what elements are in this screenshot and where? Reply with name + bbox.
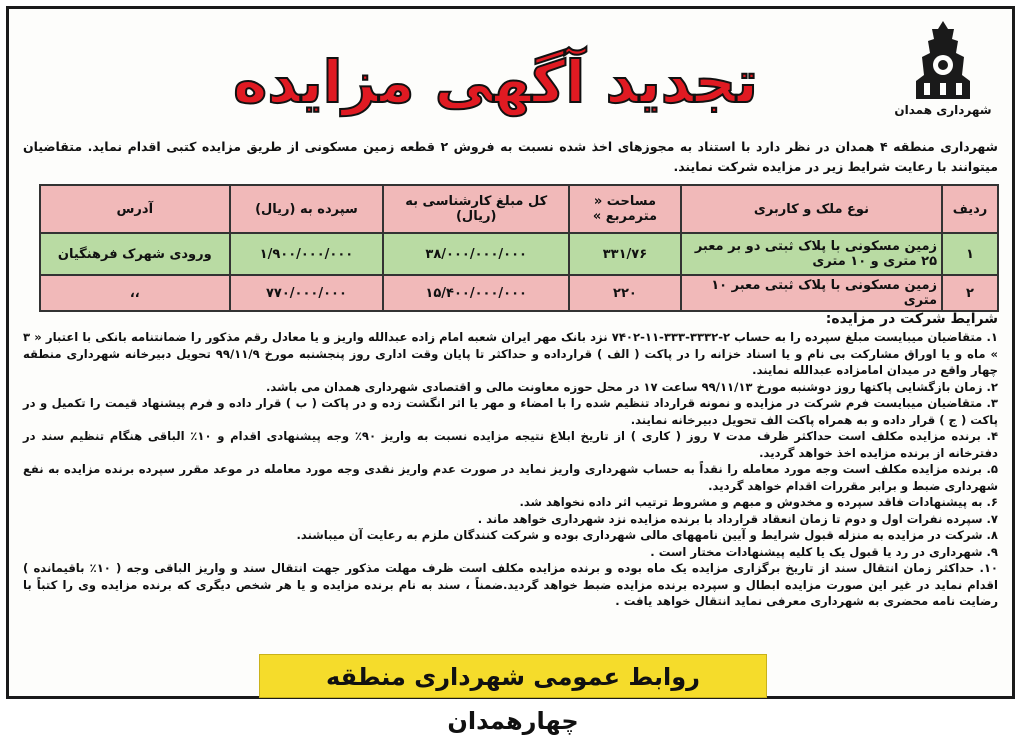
header-radif: ردیف: [942, 185, 998, 233]
header-type: نوع ملک و کاربری: [681, 185, 942, 233]
condition-item: ۲. زمان بازگشایی پاکتها روز دوشنبه مورخ ۹۹/۱۱/۱۳ ساعت ۱۷ در محل حوزه معاونت مالی و اقتصادی شهرداری همدان می باشد.: [265, 379, 998, 394]
tower-emblem-icon: [912, 19, 974, 101]
header-address: آدرس: [40, 185, 230, 233]
header-price: کل مبلغ کارشناسی به (ریال): [383, 185, 569, 233]
table-header-row: [40, 185, 998, 233]
notice-header: [9, 9, 1012, 137]
cell-type: زمین مسکونی با پلاک ثبتی معبر ۱۰ متری: [681, 275, 942, 311]
cell-type: زمین مسکونی با پلاک ثبتی دو بر معبر ۲۵ متری و ۱۰ متری: [681, 233, 942, 275]
condition-item: ۹. شهرداری در رد یا قبول یک یا کلیه پیشنهادات مختار است .: [650, 544, 998, 559]
notice-page: [6, 6, 1015, 735]
cell-area: ۳۳۱/۷۶: [569, 233, 681, 275]
cell-deposit: ۷۷۰/۰۰۰/۰۰۰: [230, 275, 384, 311]
condition-item: ۴. برنده مزایده مکلف است حداکثر ظرف مدت ۷ روز ( کاری ) از تاریخ ابلاغ نتیجه مزایده نسبت به واریز ۹۰٪ وجه پیشنهادی اقدام و ۱۰٪ الباقی هنگام تنظیم سند در دفترخانه از برنده مزایده اخذ خواهد گردید.: [23, 429, 999, 460]
cell-area: ۲۲۰: [569, 275, 681, 311]
conditions-list: [23, 329, 998, 610]
condition-item: ۱. متقاضیان میبایست مبلغ سپرده را به حساب ۲-۳۳۳۲-۳۳۳-۱۱-۷۴۰۲ نزد بانک مهر ایران شعبه امام زاده عبدالله واریز و یا معادل رقم مذکور را ضمانتنامه بانکی با اعتبار « ۳ » ماه و یا اوراق مشارکت بی نام و یا اسناد خزانه را در پاکت ( الف ) قرارداده و حداکثر تا پایان وقت اداری روز پنجشنبه مورخ ۹۹/۱۱/۹ تحویل دبیرخانه شهرداری منطقه چهار واقع در میدان امامزاده عبدالله نمایند.: [23, 330, 998, 377]
municipality-name: شهرداری همدان: [894, 103, 992, 117]
condition-item: ۱۰. حداکثر زمان انتقال سند از تاریخ برگزاری مزایده یک ماه بوده و برنده مزایده مکلف است ظرف مهلت مذکور جهت انتقال سند و واریز الباقی وجه ( ۱۰٪ باقیمانده ) اقدام نماید در غیر این صورت مزایده ابطال و سپرده برنده مزایده ضبط خواهد گردید.ضمناً ، سند به نام برنده مزایده و یا هر شخص دیگری که برنده مزایده وی را کتباً با رضایت نامه محضری به شهرداری معرفی نماید انتقال خواهد یافت .: [23, 561, 998, 608]
condition-item: ۶. به پیشنهادات فاقد سپرده و مخدوش و مبهم و مشروط ترتیب اثر داده نخواهد شد.: [519, 495, 998, 509]
condition-item: ۳. متقاضیان میبایست فرم شرکت در مزایده و نمونه قرارداد تنظیم شده را با امضاء و مهر یا اثر انگشت زده و در پاکت ( ب ) قرار داده و فرم پیشنهاد قیمت را تکمیل و در پاکت ( ج ) قرار داده و به همراه پاکت الف تحویل دبیرخانه نمایند.: [23, 396, 998, 427]
property-table: [39, 184, 999, 312]
table-row: [40, 233, 998, 275]
header-area: مساحت « مترمربع »: [569, 185, 681, 233]
cell-price: ۳۸/۰۰۰/۰۰۰/۰۰۰: [383, 233, 569, 275]
conditions-title: شرایط شرکت در مزایده:: [825, 311, 998, 327]
table-row: [40, 275, 998, 311]
cell-address: ،،: [40, 275, 230, 311]
notice-title: تجدید آگهی مزایده: [233, 48, 758, 116]
cell-deposit: ۱/۹۰۰/۰۰۰/۰۰۰: [230, 233, 384, 275]
condition-item: ۷. سپرده نفرات اول و دوم تا زمان انعقاد قرارداد با برنده مزایده نزد شهرداری خواهد ماند .: [477, 511, 998, 526]
condition-item: ۵. برنده مزایده مکلف است وجه مورد معامله را نقداً به حساب شهرداری واریز نماید در صورت عدم واریز نقدی وجه مورد معامله در موعد مقرر سپرده برنده مزایده به نفع شهرداری ضبط و برابر مقررات اقدام خواهد گردید.: [23, 462, 998, 493]
footer-banner: روابط عمومی شهرداری منطقه چهارهمدان: [259, 654, 767, 698]
municipality-logo: [888, 19, 998, 131]
cell-radif: ۲: [942, 275, 998, 311]
cell-address: ورودی شهرک فرهنگیان: [40, 233, 230, 275]
intro-paragraph: شهرداری منطقه ۴ همدان در نظر دارد با استناد به مجوزهای اخذ شده نسبت به فروش ۲ قطعه زمین مسکونی از طریق مزایده کتبی اقدام نماید. متقاضیان میتوانند با رعایت شرایط زیر در مزایده شرکت نمایند.: [23, 139, 998, 174]
condition-item: ۸. شرکت در مزایده به منزله قبول شرایط و آیین نامههای مالی شهرداری بوده و شرکت کنندگان ملزم به رعایت آن میباشند.: [296, 528, 998, 542]
cell-radif: ۱: [942, 233, 998, 275]
cell-price: ۱۵/۴۰۰/۰۰۰/۰۰۰: [383, 275, 569, 311]
header-deposit: سپرده به (ریال): [230, 185, 384, 233]
